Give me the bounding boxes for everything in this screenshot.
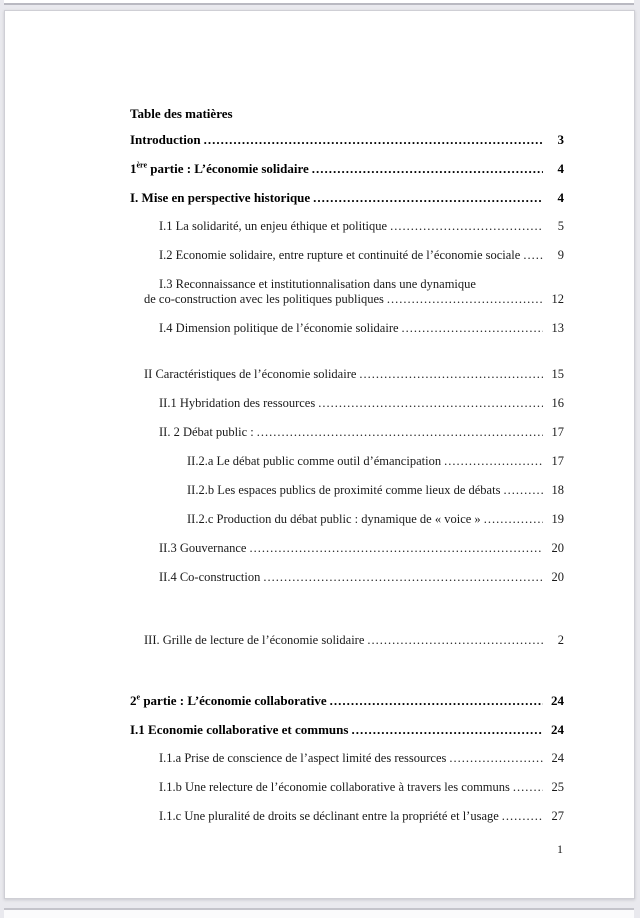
toc-entry-page: 13 <box>551 321 564 335</box>
toc-entry-label: I.2 Economie solidaire, entre rupture et continuité de l’économie sociale <box>159 248 521 262</box>
toc-entry-label: II.2.b Les espaces publics de proximité comme lieux de débats <box>187 483 501 497</box>
dot-leader <box>523 241 543 270</box>
toc-entry-label: de co-construction avec les politiques publiques <box>144 292 384 306</box>
toc-entry[interactable] <box>144 626 564 655</box>
toc-entry-label: II.2.a Le débat public comme outil d’émancipation <box>187 454 442 468</box>
toc-entry-label: I.1 Economie collaborative et communs <box>130 722 349 737</box>
toc-entry[interactable] <box>187 505 564 534</box>
toc-entry[interactable] <box>159 802 564 831</box>
toc-entry-label: I.1.b Une relecture de l’économie collaborative à travers les communs <box>159 780 510 794</box>
dot-leader <box>502 802 543 831</box>
toc-entry[interactable] <box>130 154 564 183</box>
dot-leader <box>330 686 543 715</box>
toc-entry[interactable] <box>130 125 564 154</box>
toc-entry-page: 15 <box>551 367 564 381</box>
dot-leader <box>484 505 543 534</box>
toc-entry[interactable] <box>187 476 564 505</box>
toc-entry-label: I.1 La solidarité, un enjeu éthique et politique <box>159 219 388 233</box>
next-page-edge <box>4 908 634 918</box>
previous-page-edge <box>4 0 634 5</box>
dot-leader <box>351 715 543 744</box>
toc-entry-page: 24 <box>551 751 564 765</box>
toc-entry-number: 1 <box>130 161 137 176</box>
table-of-contents <box>130 103 564 831</box>
toc-entry-page: 25 <box>551 780 564 794</box>
toc-entry-ordinal-suffix: ère <box>136 160 148 170</box>
toc-entry-page: 20 <box>551 570 564 584</box>
toc-entry-number: 2 <box>130 693 137 708</box>
toc-entry[interactable] <box>144 360 564 389</box>
dot-leader <box>313 183 543 212</box>
toc-entry[interactable] <box>159 534 564 563</box>
toc-entry-label <box>130 154 309 183</box>
dot-leader <box>263 563 543 592</box>
dot-leader <box>513 773 543 802</box>
toc-entry[interactable] <box>159 314 564 343</box>
toc-entry-page: 16 <box>551 396 564 410</box>
toc-entry-page: 24 <box>551 722 564 737</box>
toc-entry[interactable] <box>159 773 564 802</box>
toc-entry-label: I.1.c Une pluralité de droits se déclinant entre la propriété et l’usage <box>159 809 499 823</box>
toc-entry-page: 5 <box>557 219 564 233</box>
dot-leader <box>257 418 543 447</box>
toc-entry-page: 4 <box>557 161 564 176</box>
toc-entry-page: 18 <box>551 483 564 497</box>
dot-leader <box>312 154 543 183</box>
toc-entry-label: II Caractéristiques de l’économie solidaire <box>144 367 357 381</box>
toc-entry[interactable] <box>159 212 564 241</box>
dot-leader <box>204 125 543 154</box>
toc-entry-label: I. Mise en perspective historique <box>130 190 311 205</box>
page-number-footer: 1 <box>557 842 563 856</box>
toc-entry[interactable] <box>159 389 564 418</box>
toc-entry[interactable] <box>159 744 564 773</box>
toc-entry-label: I.1.a Prise de conscience de l’aspect limité des ressources <box>159 751 447 765</box>
toc-entry[interactable] <box>130 715 564 744</box>
dot-leader <box>444 447 543 476</box>
toc-entry[interactable] <box>130 686 564 715</box>
toc-entry-page: 4 <box>557 190 564 205</box>
toc-entry-text: partie : L’économie solidaire <box>147 161 309 176</box>
dot-leader <box>359 360 543 389</box>
dot-leader <box>402 314 543 343</box>
toc-entry-page: 17 <box>551 454 564 468</box>
toc-entry-page: 27 <box>551 809 564 823</box>
toc-entry-page: 17 <box>551 425 564 439</box>
toc-entry-page: 24 <box>551 693 564 708</box>
toc-entry-label: II.1 Hybridation des ressources <box>159 396 316 410</box>
toc-entry-label: II.4 Co-construction <box>159 570 261 584</box>
toc-entry-page: 19 <box>551 512 564 526</box>
dot-leader <box>367 626 543 655</box>
toc-entry[interactable] <box>159 241 564 270</box>
toc-entry[interactable] <box>159 418 564 447</box>
dot-leader <box>318 389 543 418</box>
toc-entry-label <box>130 686 327 715</box>
toc-entry-label: II.3 Gouvernance <box>159 541 247 555</box>
toc-entry-page: 3 <box>557 132 564 147</box>
toc-entry-label: I.3 Reconnaissance et institutionnalisation dans une dynamique <box>159 277 476 291</box>
dot-leader <box>387 285 543 314</box>
toc-title: Table des matières <box>130 106 233 121</box>
toc-entry-label: II. 2 Débat public : <box>159 425 254 439</box>
toc-entry[interactable] <box>130 183 564 212</box>
toc-entry-label: Introduction <box>130 132 201 147</box>
toc-entry-page: 2 <box>557 633 564 647</box>
document-page[interactable] <box>4 10 635 899</box>
dot-leader <box>390 212 543 241</box>
toc-entry-label: II.2.c Production du débat public : dynamique de « voice » <box>187 512 481 526</box>
toc-entry-page: 20 <box>551 541 564 555</box>
toc-entry[interactable] <box>187 447 564 476</box>
dot-leader <box>449 744 543 773</box>
toc-entry-continuation[interactable] <box>144 285 564 314</box>
dot-leader <box>503 476 543 505</box>
toc-entry-label: I.4 Dimension politique de l’économie solidaire <box>159 321 399 335</box>
toc-entry[interactable] <box>159 563 564 592</box>
toc-entry-page: 12 <box>551 292 564 306</box>
toc-entry-label: III. Grille de lecture de l’économie solidaire <box>144 633 365 647</box>
toc-entry-ordinal-suffix: e <box>136 692 141 702</box>
toc-entry-text: partie : L’économie collaborative <box>140 693 327 708</box>
toc-entry-page: 9 <box>557 248 564 262</box>
dot-leader <box>249 534 543 563</box>
